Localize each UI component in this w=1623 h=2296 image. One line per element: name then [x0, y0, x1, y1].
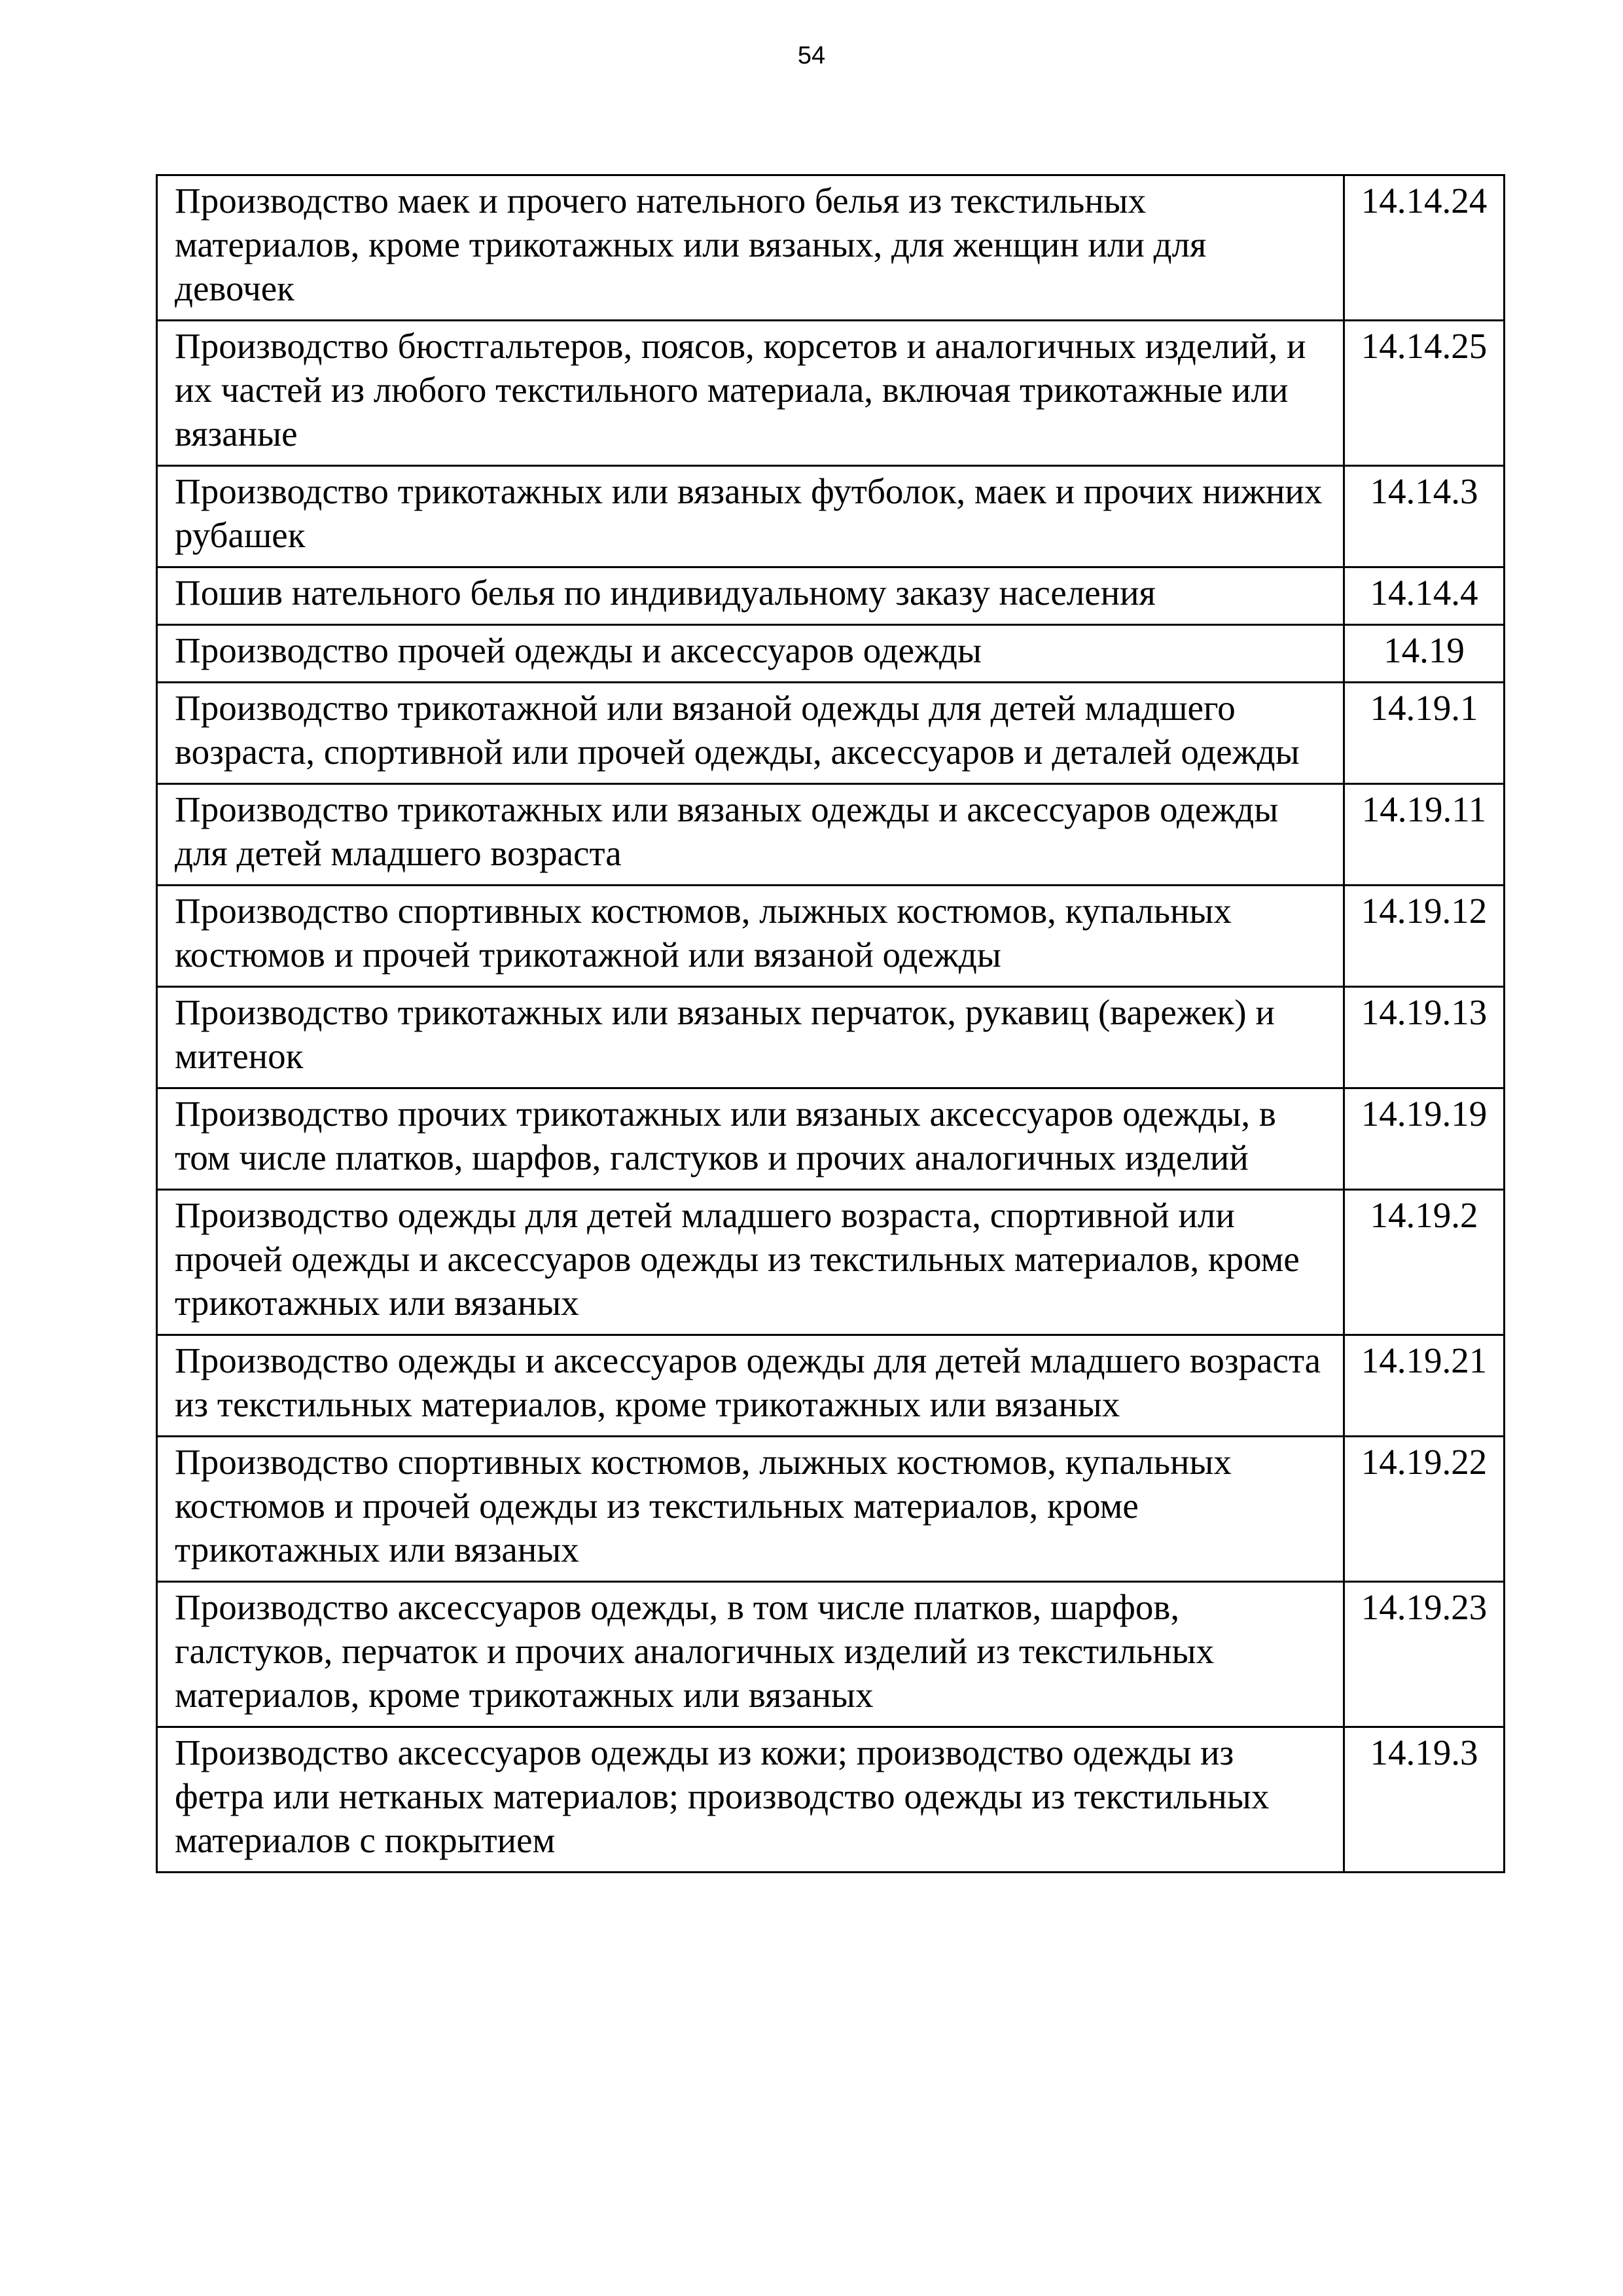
activity-code: 14.14.25	[1344, 321, 1505, 466]
activity-description: Производство прочих трикотажных или вязаных аксессуаров одежды, в том числе платков, шарфов, галстуков и прочих аналогичных изделий	[157, 1088, 1344, 1190]
activity-code: 14.19.19	[1344, 1088, 1505, 1190]
activity-code: 14.19.3	[1344, 1727, 1505, 1873]
table-row	[157, 321, 1505, 466]
table-row	[157, 625, 1505, 683]
activity-description: Производство маек и прочего нательного белья из текстильных материалов, кроме трикотажных или вязаных, для женщин или для девочек	[157, 175, 1344, 321]
table-row	[157, 466, 1505, 567]
activity-description: Производство одежды и аксессуаров одежды для детей младшего возраста из текстильных материалов, кроме трикотажных или вязаных	[157, 1335, 1344, 1437]
table-row	[157, 1088, 1505, 1190]
table-row	[157, 567, 1505, 625]
activity-code: 14.19.21	[1344, 1335, 1505, 1437]
table-row	[157, 886, 1505, 987]
activity-description: Производство трикотажных или вязаных футболок, маек и прочих нижних рубашек	[157, 466, 1344, 567]
activity-description: Производство спортивных костюмов, лыжных костюмов, купальных костюмов и прочей трикотажной или вязаной одежды	[157, 886, 1344, 987]
activity-description: Производство одежды для детей младшего возраста, спортивной или прочей одежды и аксессуаров одежды из текстильных материалов, кроме трикотажных или вязаных	[157, 1190, 1344, 1335]
activity-code: 14.19.11	[1344, 784, 1505, 886]
activity-code: 14.19.13	[1344, 987, 1505, 1088]
activity-description: Пошив нательного белья по индивидуальному заказу населения	[157, 567, 1344, 625]
classification-table	[156, 174, 1505, 1873]
activity-code: 14.19.2	[1344, 1190, 1505, 1335]
table-row	[157, 784, 1505, 886]
activity-description: Производство трикотажных или вязаных перчаток, рукавиц (варежек) и митенок	[157, 987, 1344, 1088]
activity-code: 14.19.22	[1344, 1437, 1505, 1582]
activity-description: Производство трикотажной или вязаной одежды для детей младшего возраста, спортивной или прочей одежды, аксессуаров и деталей одежды	[157, 683, 1344, 784]
activity-code: 14.19.1	[1344, 683, 1505, 784]
activity-code: 14.19.23	[1344, 1582, 1505, 1727]
activity-description: Производство аксессуаров одежды из кожи; производство одежды из фетра или нетканых материалов; производство одежды из текстильных материалов с покрытием	[157, 1727, 1344, 1873]
table-row	[157, 1335, 1505, 1437]
activity-description: Производство аксессуаров одежды, в том числе платков, шарфов, галстуков, перчаток и прочих аналогичных изделий из текстильных материалов, кроме трикотажных или вязаных	[157, 1582, 1344, 1727]
table-row	[157, 1582, 1505, 1727]
activity-code: 14.19.12	[1344, 886, 1505, 987]
page-number: 54	[797, 42, 826, 69]
activity-code: 14.14.3	[1344, 466, 1505, 567]
table-row	[157, 987, 1505, 1088]
activity-code: 14.14.4	[1344, 567, 1505, 625]
activity-description: Производство трикотажных или вязаных одежды и аксессуаров одежды для детей младшего возраста	[157, 784, 1344, 886]
activity-description: Производство спортивных костюмов, лыжных костюмов, купальных костюмов и прочей одежды из текстильных материалов, кроме трикотажных или вязаных	[157, 1437, 1344, 1582]
activity-code: 14.14.24	[1344, 175, 1505, 321]
table-row	[157, 1190, 1505, 1335]
activity-code: 14.19	[1344, 625, 1505, 683]
table-row	[157, 683, 1505, 784]
activity-description: Производство прочей одежды и аксессуаров одежды	[157, 625, 1344, 683]
table-row	[157, 1727, 1505, 1873]
table-row	[157, 175, 1505, 321]
activity-description: Производство бюстгальтеров, поясов, корсетов и аналогичных изделий, и их частей из любого текстильного материала, включая трикотажные или вязаные	[157, 321, 1344, 466]
table-row	[157, 1437, 1505, 1582]
